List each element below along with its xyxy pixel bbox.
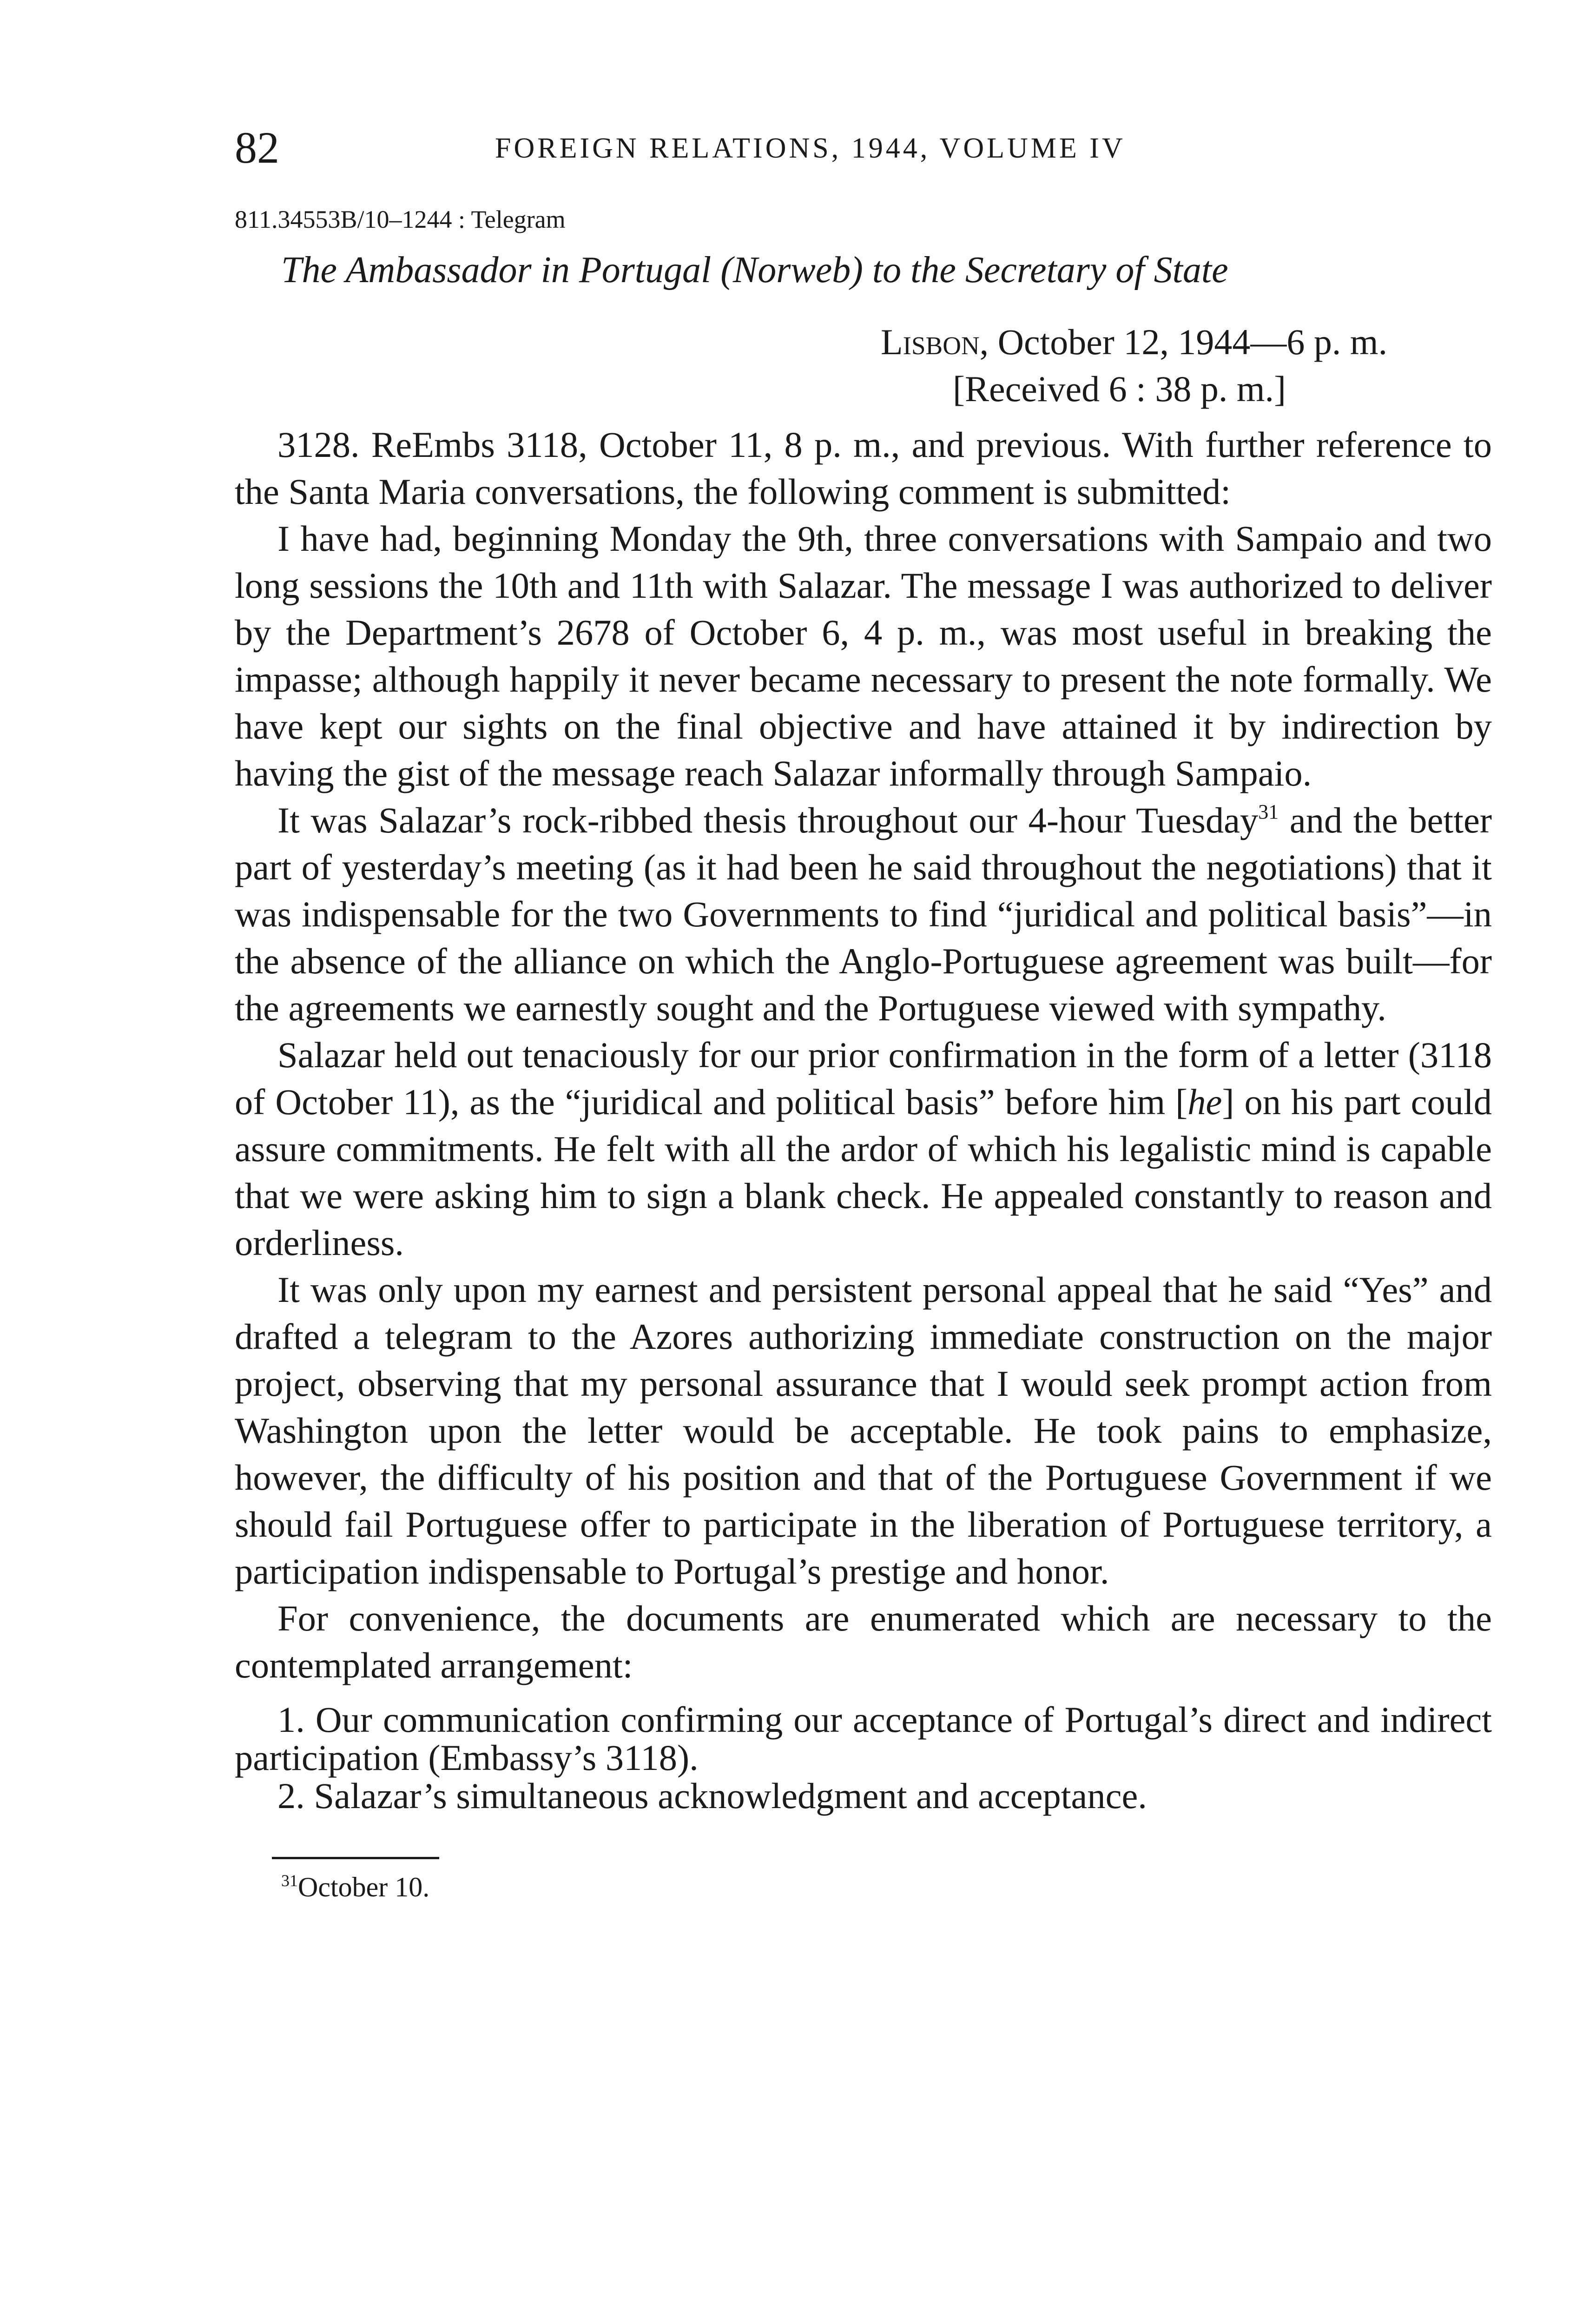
paragraph-6: For convenience, the documents are enumerated which are necessary to the contemplated arrangement:: [235, 1598, 1492, 1685]
dateline-place: Lisbon,: [881, 321, 989, 362]
received-time: [Received 6 : 38 p. m.]: [953, 369, 1286, 409]
paragraph-4-end: ] on his part could assure commitments. He felt with all the ardor of which his legalistic mind is capable that we were asking him to sign a blank check. He appealed constantly to reason and orderliness.: [235, 1081, 1492, 1263]
page-number: 82: [235, 123, 279, 172]
dateline: [881, 318, 1492, 365]
paragraph-5: It was only upon my earnest and persistent personal appeal that he said “Yes” and drafted a telegram to the Azores authorizing immediate construction on the major project, observing that my personal assurance that I would seek prompt action from Washington upon the letter would be acceptable. He took pains to emphasize, however, the difficulty of his position and that of the Portuguese Government if we should fail Portuguese offer to participate in the liberation of Portuguese territory, a participation indispensable to Portugal’s prestige and honor.: [235, 1269, 1492, 1591]
paragraph-3-start: It was Salazar’s rock-ribbed thesis throughout our 4-hour Tuesday: [277, 799, 1259, 840]
list-item-2: 2. Salazar’s simultaneous acknowledgment and acceptance.: [277, 1775, 1147, 1816]
footnote-text: October 10.: [298, 1871, 430, 1902]
paragraph-4-start: Salazar held out tenaciously for our prior confirmation in the form of a letter (3118 of October 11), as the “juridical and political basis” before him [: [235, 1034, 1492, 1122]
footnote-marker: 31: [281, 1871, 298, 1890]
telegram-body: [235, 421, 1492, 1815]
dateline-date: October 12, 1944—6 p. m.: [997, 321, 1388, 362]
footnote: [281, 1870, 1492, 1904]
running-title: FOREIGN RELATIONS, 1944, VOLUME IV: [495, 132, 1126, 164]
editorial-insertion: he: [1187, 1081, 1222, 1122]
paragraph-1: 3128. ReEmbs 3118, October 11, 8 p. m., and previous. With further reference to the Santa Maria conversations, the following comment is submitted:: [235, 424, 1492, 512]
paragraph-2: I have had, beginning Monday the 9th, three conversations with Sampaio and two long sessions the 10th and 11th with Salazar. The message I was authorized to deliver by the Department’s 2678 of October 6, 4 p. m., was most useful in breaking the impasse; although happily it never became necessary to present the note formally. We have kept our sights on the final objective and have attained it by indirection by having the gist of the message reach Salazar informally through Sampaio.: [235, 518, 1492, 793]
list-item-1: 1. Our communication confirming our acceptance of Portugal’s direct and indirect participation (Embassy’s 3118).: [235, 1699, 1492, 1778]
paragraph-3-end: and the better part of yesterday’s meeting (as it had been he said throughout the negotiations) that it was indispensable for the two Governments to find “juridical and political basis”—in the absence of the alliance on which the Anglo-Portuguese agreement was built—for the agreements we earnestly sought and the Portuguese viewed with sympathy.: [235, 799, 1492, 1028]
footnote-reference: 31: [1258, 800, 1279, 823]
document-list: [235, 1701, 1492, 1815]
footnote-divider: [272, 1857, 439, 1859]
paragraph-4: [235, 1031, 1492, 1266]
paragraph-3: [235, 797, 1492, 1031]
running-header: [235, 125, 1492, 186]
document-page: [235, 125, 1492, 1904]
document-title: The Ambassador in Portugal (Norweb) to the Secretary of State: [281, 249, 1228, 290]
file-reference: 811.34553B/10–1244 : Telegram: [235, 205, 566, 233]
